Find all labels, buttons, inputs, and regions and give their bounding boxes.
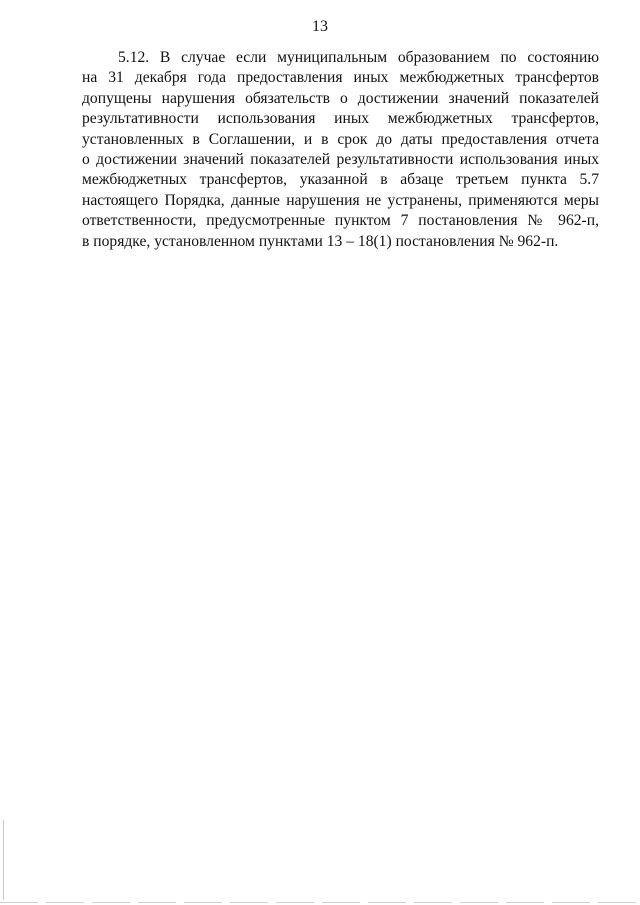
paragraph-line: установленных в Соглашении, и в срок до даты предоставления отчета [82, 130, 599, 148]
paragraph-line: на 31 декабря года предоставления иных межбюджетных трансфертов [82, 69, 599, 87]
paragraph-5-12 [82, 48, 599, 252]
paragraph-line: 5.12. В случае если муниципальным образованием по состоянию [118, 49, 599, 66]
paragraph-line: ответственности, предусмотренные пунктом 7 постановления № 962-п, [82, 212, 599, 230]
page-number: 13 [312, 18, 328, 35]
paragraph-line: допущены нарушения обязательств о достижении значений показателей [82, 89, 599, 107]
paragraph-line: в порядке, установленном пунктами 13 – 18(1) постановления № 962-п. [82, 232, 559, 250]
paragraph-line: межбюджетных трансфертов, указанной в абзаце третьем пункта 5.7 [82, 171, 599, 189]
paragraph-line: настоящего Порядка, данные нарушения не устранены, применяются меры [82, 191, 599, 209]
paragraph-line: о достижении значений показателей результативности использования иных [82, 151, 599, 169]
paragraph-line: результативности использования иных межбюджетных трансфертов, [82, 110, 599, 128]
scan-edge-bottom [0, 902, 640, 903]
scan-edge-left [3, 820, 4, 900]
